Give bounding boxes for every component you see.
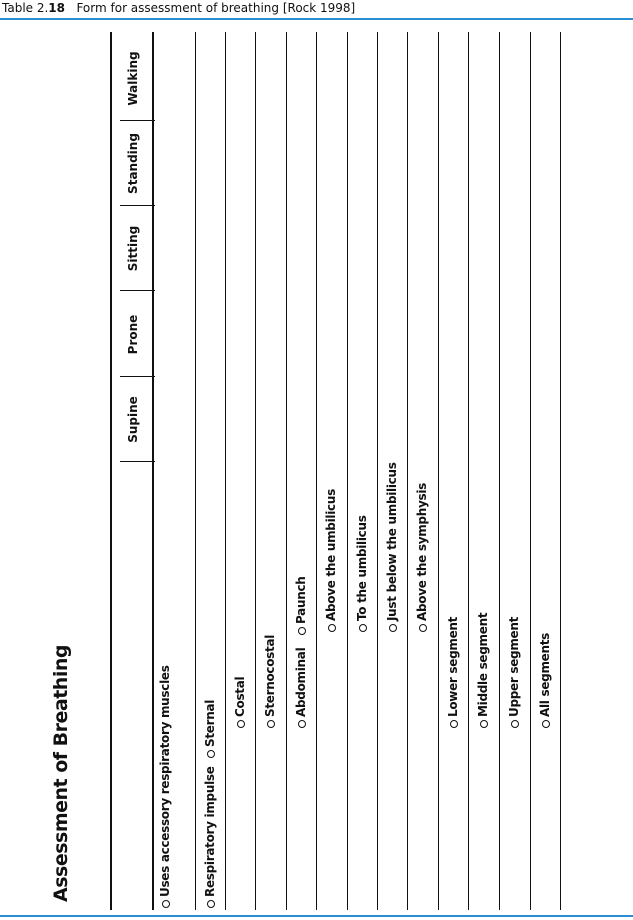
option-label: Respiratory impulse	[203, 766, 217, 897]
radio-circle-icon[interactable]	[389, 624, 397, 632]
column-header-standing: Standing	[126, 133, 140, 194]
row-lower-segment	[446, 617, 460, 728]
row-accessory-muscles	[158, 665, 172, 908]
option-label: Abdominal	[294, 647, 308, 717]
grid-line	[407, 32, 408, 910]
header-bottom-rule	[152, 32, 154, 910]
form-rotated	[0, 30, 600, 910]
table-caption	[2, 0, 355, 16]
top-rule	[110, 32, 112, 910]
column-header-walking: Walking	[126, 51, 140, 106]
grid-line	[377, 32, 378, 910]
grid-line	[286, 32, 287, 910]
grid-line	[468, 32, 469, 910]
radio-circle-icon[interactable]	[511, 720, 519, 728]
option-label: Sternocostal	[263, 634, 277, 717]
option-label: Upper segment	[507, 616, 521, 717]
radio-circle-icon[interactable]	[162, 900, 170, 908]
radio-circle-icon[interactable]	[359, 624, 367, 632]
option-label: Lower segment	[446, 616, 460, 717]
option-label: Above the symphysis	[415, 483, 429, 621]
column-header-sitting: Sitting	[126, 225, 140, 272]
radio-circle-icon[interactable]	[480, 720, 488, 728]
grid-line	[316, 32, 317, 910]
radio-circle-icon[interactable]	[298, 720, 306, 728]
header-rule	[0, 18, 633, 20]
option-label: Above the umbilicus	[324, 489, 338, 621]
radio-circle-icon[interactable]	[207, 750, 215, 758]
column-header-supine: Supine	[126, 396, 140, 443]
option-label: Costal	[233, 676, 247, 717]
grid-line	[499, 32, 500, 910]
row-abdominal	[294, 648, 308, 728]
row-sternal	[203, 700, 217, 758]
grid-line	[438, 32, 439, 910]
row-paunch	[294, 576, 308, 635]
radio-circle-icon[interactable]	[450, 720, 458, 728]
page-header	[0, 0, 633, 19]
form-title: Assessment of Breathing	[50, 645, 72, 902]
radio-circle-icon[interactable]	[419, 624, 427, 632]
option-label: Sternal	[203, 699, 217, 747]
radio-circle-icon[interactable]	[328, 624, 336, 632]
radio-circle-icon[interactable]	[542, 720, 550, 728]
option-label: Uses accessory respiratory muscles	[158, 665, 172, 897]
grid-line	[530, 32, 531, 910]
option-label: Paunch	[294, 576, 308, 624]
radio-circle-icon[interactable]	[237, 720, 245, 728]
row-middle-segment	[476, 613, 490, 728]
row-upper-segment	[507, 617, 521, 728]
option-label: Middle segment	[476, 612, 490, 717]
option-label: To the umbilicus	[355, 515, 369, 621]
row-above-umbilicus	[324, 489, 338, 632]
row-sternocostal	[263, 635, 277, 728]
radio-circle-icon[interactable]	[298, 627, 306, 635]
column-header-prone: Prone	[126, 314, 140, 355]
row-just-below-umbilicus	[385, 462, 399, 632]
grid-line	[195, 32, 196, 910]
row-all-segments	[538, 633, 552, 728]
radio-circle-icon[interactable]	[207, 900, 215, 908]
footer-rule	[0, 915, 633, 917]
table-number: 18	[48, 1, 65, 15]
grid-line	[255, 32, 256, 910]
caption-text: Form for assessment of breathing [Rock 1998]	[76, 1, 356, 15]
grid-line	[347, 32, 348, 910]
option-label: Just below the umbilicus	[385, 462, 399, 621]
radio-circle-icon[interactable]	[267, 720, 275, 728]
row-above-symphysis	[415, 483, 429, 632]
grid-line	[560, 32, 561, 910]
grid-line	[225, 32, 226, 910]
table-prefix: Table 2.	[2, 1, 49, 15]
option-label: All segments	[538, 632, 552, 717]
row-to-umbilicus	[355, 515, 369, 632]
row-costal	[233, 677, 247, 728]
row-respiratory-impulse	[203, 766, 217, 908]
